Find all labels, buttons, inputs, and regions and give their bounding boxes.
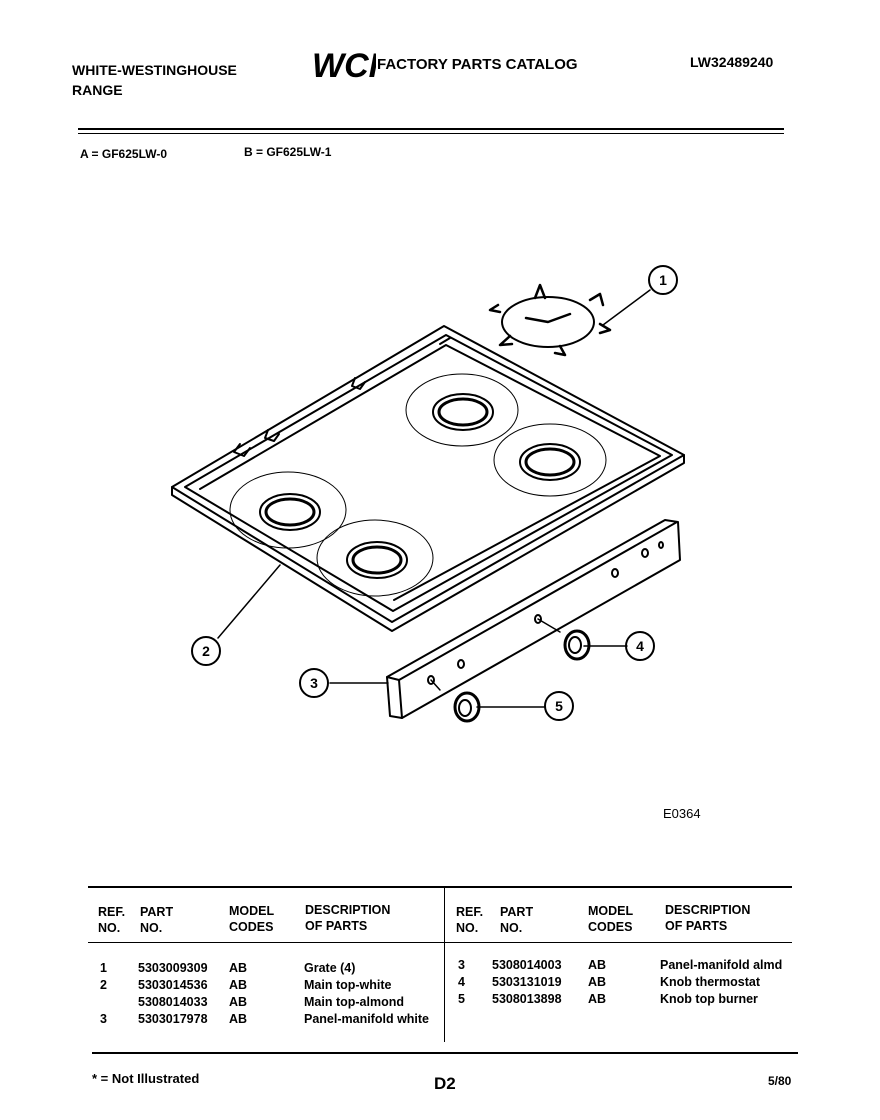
callout-2: 2	[202, 643, 210, 659]
main-top-part	[172, 326, 684, 631]
table-rule-header	[88, 942, 792, 943]
codes-cell: AB	[229, 995, 248, 1009]
logo-text: WCI	[312, 48, 376, 82]
callout-3: 3	[310, 675, 318, 691]
table-row	[100, 994, 454, 1011]
ref-cell: 3	[458, 958, 465, 972]
ref-cell: 3	[100, 1012, 107, 1026]
codes-cell: AB	[229, 978, 248, 992]
header-model-right: MODEL CODES	[588, 904, 634, 934]
product-type: RANGE	[72, 82, 123, 98]
table-row	[100, 1011, 454, 1028]
table-rule-top	[88, 886, 792, 888]
desc-cell: Knob thermostat	[660, 975, 760, 989]
diagram-code: E0364	[663, 806, 701, 821]
brand-name: WHITE-WESTINGHOUSE	[72, 62, 237, 78]
codes-cell: AB	[588, 958, 607, 972]
knob-thermostat-part	[565, 631, 589, 659]
model-code-a: A = GF625LW-0	[80, 147, 168, 161]
header-part-right: PART NO.	[500, 905, 534, 935]
ref-cell: 4	[458, 975, 465, 989]
part-cell: 5303009309	[138, 961, 208, 975]
desc-cell: Panel-manifold white	[304, 1012, 430, 1026]
desc-cell: Panel-manifold almd	[660, 958, 783, 972]
part-cell: 5308014003	[492, 958, 562, 972]
header-ref-right: REF. NO.	[456, 905, 484, 935]
callout-4: 4	[636, 638, 644, 654]
not-illustrated-note: * = Not Illustrated	[92, 1071, 200, 1086]
codes-cell: AB	[588, 992, 607, 1006]
catalog-title: FACTORY PARTS CATALOG	[377, 56, 578, 73]
desc-cell: Knob top burner	[660, 992, 758, 1006]
parts-table-right	[458, 957, 810, 1008]
header-description: DESCRIPTION OF PARTS	[305, 903, 391, 933]
header-model: MODEL CODES	[229, 904, 275, 934]
ref-cell	[100, 994, 138, 1011]
desc-cell: Main top-white	[304, 978, 392, 992]
ref-cell: 1	[100, 961, 107, 975]
table-row	[458, 974, 810, 991]
part-cell: 5303131019	[492, 975, 562, 989]
date-code: 5/80	[768, 1074, 792, 1088]
part-cell: 5308013898	[492, 992, 562, 1006]
codes-cell: AB	[229, 961, 248, 975]
ref-cell: 2	[100, 978, 107, 992]
table-row	[458, 957, 810, 974]
codes-cell: AB	[229, 1012, 248, 1026]
callout-5: 5	[555, 698, 563, 714]
header-description-right: DESCRIPTION OF PARTS	[665, 903, 751, 933]
part-cell: 5308014033	[138, 995, 208, 1009]
model-code-b: B = GF625LW-1	[244, 145, 332, 159]
part-cell: 5303014536	[138, 978, 208, 992]
table-rule-bottom	[92, 1052, 798, 1054]
header-ref: REF. NO.	[98, 905, 126, 935]
catalog-number: LW32489240	[690, 54, 774, 70]
table-row	[458, 991, 810, 1008]
table-row	[100, 977, 454, 994]
ref-cell: 5	[458, 992, 465, 1006]
desc-cell: Grate (4)	[304, 961, 356, 975]
codes-cell: AB	[588, 975, 607, 989]
desc-cell: Main top-almond	[304, 995, 404, 1009]
knob-top-burner-part	[455, 693, 479, 721]
part-cell: 5303017978	[138, 1012, 208, 1026]
grate-part	[490, 285, 610, 355]
parts-table-left	[100, 960, 454, 1028]
callout-1: 1	[659, 272, 667, 288]
burner-wells	[230, 374, 606, 596]
table-row	[100, 960, 454, 977]
header-part: PART NO.	[140, 905, 174, 935]
page-code: D2	[434, 1074, 456, 1093]
